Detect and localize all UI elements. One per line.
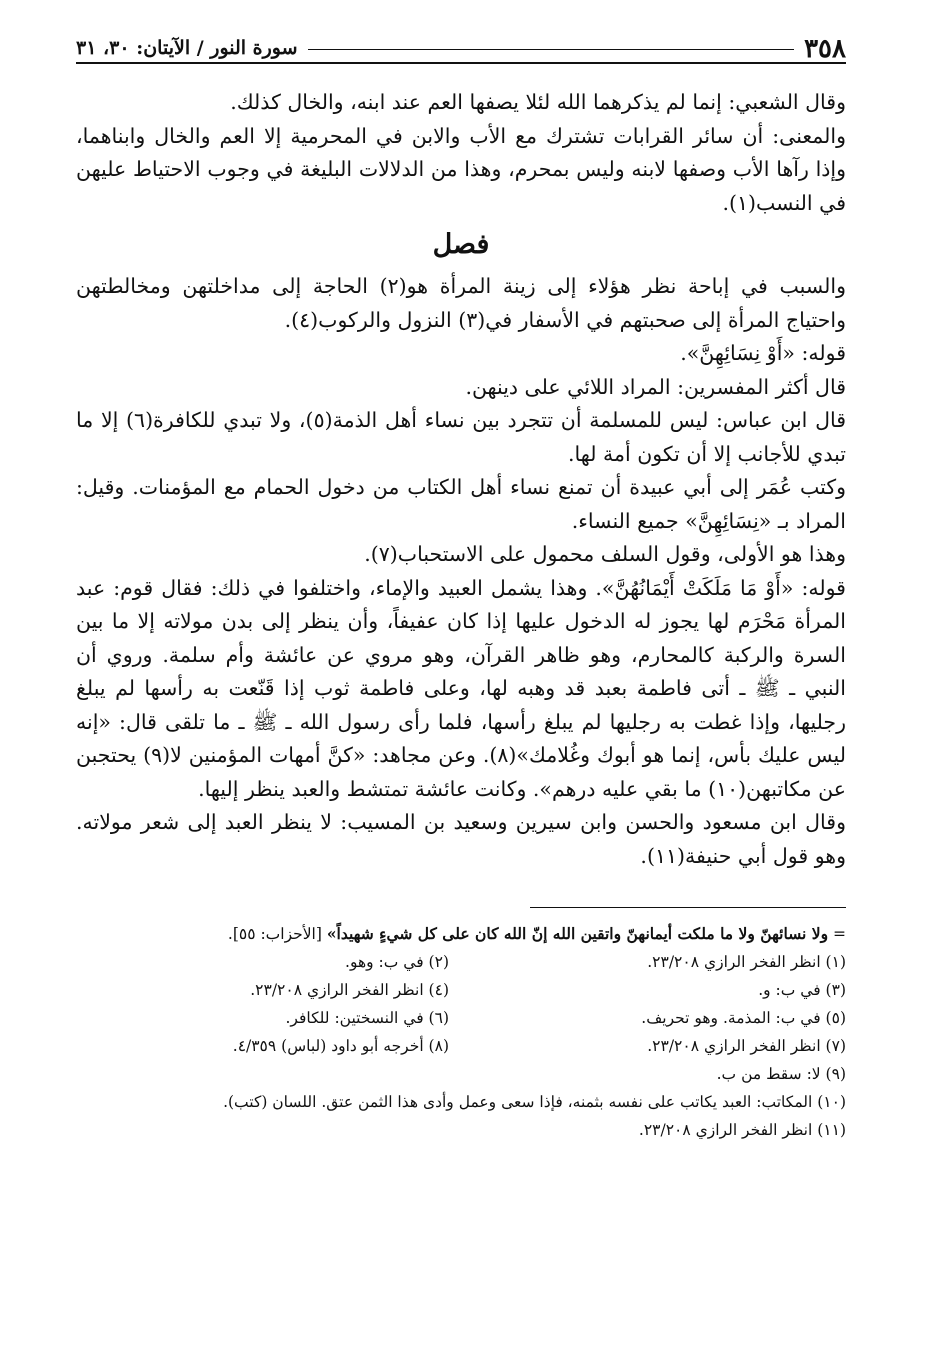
footnote: (٦) في النسختين: للكافر.: [285, 1009, 449, 1027]
footnote: (٢) في ب: وهو.: [345, 953, 449, 971]
paragraph: وهذا هو الأولى، وقول السلف محمول على الاستحباب(٧).: [364, 542, 846, 566]
section-heading: فصل: [432, 229, 490, 260]
verse-reference: [الأحزاب: ٥٥].: [227, 925, 322, 943]
paragraph: قال ابن عباس: ليس للمسلمة أن تتجرد بين نساء أهل الذمة(٥)، ولا تبدي للكافرة(٦) إلا ما تبدي للأجانب إلا أن تكون أمة لها.: [76, 408, 847, 466]
footnote: (٧) انظر الفخر الرازي ٢٣/٢٠٨.: [647, 1037, 846, 1055]
paragraph: قال أكثر المفسرين: المراد اللائي على دينهن.: [465, 374, 846, 399]
header-rule: [308, 49, 795, 50]
footnote: (١١) انظر الفخر الرازي ٢٣/٢٠٨.: [638, 1121, 846, 1139]
paragraph: وكتب عُمَر إلى أبي عبيدة أن تمنع نساء أهل الكتاب من دخول الحمام مع المؤمنات. وقيل: المراد بـ «نِسَائِهِنَّ» جميع النساء.: [76, 475, 846, 533]
footnote: (٥) في ب: المذمة. وهو تحريف.: [641, 1009, 846, 1027]
paragraph: قوله: «أَوْ مَا مَلَكَتْ أَيْمَانُهُنَّ». وهذا يشمل العبيد والإماء، واختلفوا في ذلك: فقال قوم: عبد المرأة مَحْرَم لها يجوز له الدخول عليها إذا كان عفيفاً، وأن ينظر إلى بدن مولاته إلا ما بين السرة والركبة كالمحارم، وهو ظاهر القرآن، وهو مروي عن عائشة وأم سلمة. وروي أن النبي ـ ﷺ ـ أتى فاطمة بعبد قد وهبه لها، وعلى فاطمة ثوب إذا قَنّعت به رأسها لم يبلغ رجليها، وإذا غطت به رجليها لم يبلغ رأسها، فلما رأى رسول الله ـ ﷺ ـ ما تلقى قال: «إنه ليس عليك بأس، إنما هو أبوك وغُلامك»(٨). وعن مجاهد: «كنَّ أمهات المؤمنين لا(٩) يحتجبن عن مكاتبهن(١٠) ما بقي عليه درهم». وكانت عائشة تمتشط والعبد ينظر إليها.: [76, 575, 846, 801]
footnote: (٨) أخرجه أبو داود (لباس) ٤/٣٥٩.: [232, 1037, 449, 1055]
paragraph: قوله: «أَوْ نِسَائِهِنَّ».: [680, 341, 846, 365]
footnote: (٩) لا: سقط من ب.: [716, 1065, 846, 1083]
main-text: [76, 86, 846, 873]
footnote: (٣) في ب: و.: [758, 981, 846, 999]
page-number: ٣٥٨: [804, 34, 846, 64]
paragraph: وقال ابن مسعود والحسن وابن سيرين وسعيد بن المسيب: لا ينظر العبد إلى شعر مولاته. وهو قول أبي حنيفة(١١).: [76, 810, 846, 868]
running-header: [76, 26, 846, 64]
footnote-continuation: [76, 920, 846, 948]
footnote-separator: [530, 907, 846, 908]
header-title: سورة النور / الآيتان: ٣٠، ٣١: [76, 37, 298, 59]
footnotes: [76, 920, 846, 1144]
quran-verse: ولا نسائهنّ ولا ما ملكت أيمانهنّ واتقين الله إنّ الله كان على كل شيءٍ شهيداً»: [326, 924, 829, 943]
paragraph: وقال الشعبي: إنما لم يذكرهما الله لئلا يصفها العم عند ابنه، والخال كذلك.: [230, 90, 846, 114]
footnote: (١) انظر الفخر الرازي ٢٣/٢٠٨.: [647, 953, 846, 971]
footnote-continuation-mark: =: [833, 925, 846, 943]
footnote: (١٠) المكاتب: العبد يكاتب على نفسه بثمنه، فإذا سعى وعمل وأدى هذا الثمن عتق. اللسان (كتب).: [223, 1093, 846, 1111]
footnote-grid: [76, 948, 846, 1060]
paragraph: والمعنى: أن سائر القرابات تشترك مع الأب والابن في المحرمية إلا العم والخال وابناهما، وإذا رآها الأب وصفها لابنه وليس بمحرم، وهذا من الدلالات البليغة في وجوب الاحتياط عليهن في النسب(١).: [76, 123, 846, 215]
footnote: (٤) انظر الفخر الرازي ٢٣/٢٠٨.: [250, 981, 449, 999]
paragraph: والسبب في إباحة نظر هؤلاء إلى زينة المرأة هو(٢) الحاجة إلى مداخلتهن ومخالطتهن واحتياج المرأة إلى صحبتهم في الأسفار في(٣) النزول والركوب(٤).: [76, 274, 846, 332]
